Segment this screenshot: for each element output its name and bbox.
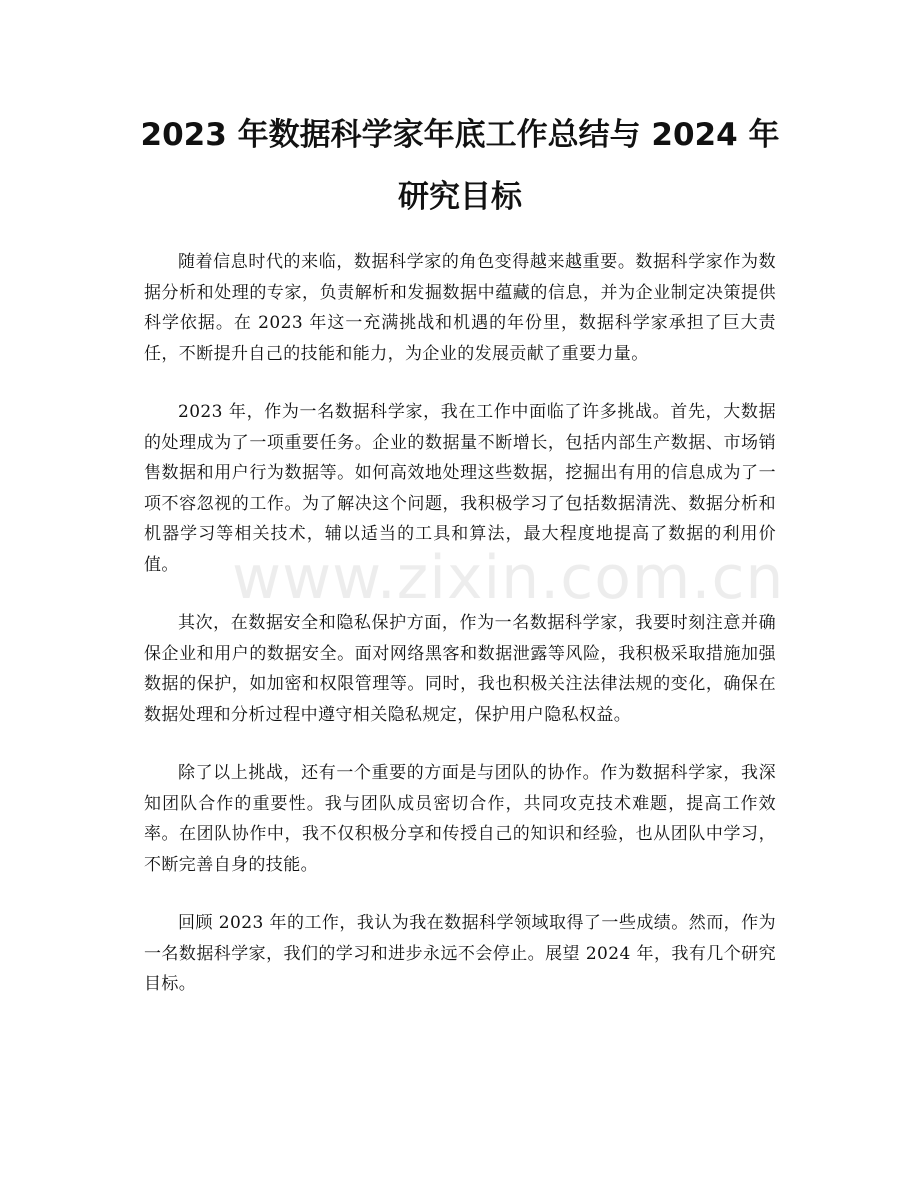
- paragraph-data-security: 其次，在数据安全和隐私保护方面，作为一名数据科学家，我要时刻注意并确保企业和用户的数据安全。面对网络黑客和数据泄露等风险，我积极采取措施加强数据的保护，如加密和权限管理等。同时，我也积极关注法律法规的变化，确保在数据处理和分析过程中遵守相关隐私规定，保护用户隐私权益。: [144, 613, 776, 725]
- watermark: www.zixin.com.cn: [232, 543, 785, 613]
- paragraph-intro: 随着信息时代的来临，数据科学家的角色变得越来越重要。数据科学家作为数据分析和处理的专家，负责解析和发掘数据中蕴藏的信息，并为企业制定决策提供科学依据。在 2023 年这一充满挑战和机遇的年份里，数据科学家承担了巨大责任，不断提升自己的技能和能力，为企业的发展贡献了重要力量。: [144, 252, 776, 364]
- paragraph-review: 回顾 2023 年的工作，我认为我在数据科学领域取得了一些成绩。然而，作为一名数据科学家，我们的学习和进步永远不会停止。展望 2024 年，我有几个研究目标。: [144, 913, 776, 994]
- document-title: [120, 104, 800, 228]
- title-line-2: 研究目标: [398, 179, 522, 215]
- paragraph-big-data: 2023 年，作为一名数据科学家，我在工作中面临了许多挑战。首先，大数据的处理成为了一项重要任务。企业的数据量不断增长，包括内部生产数据、市场销售数据和用户行为数据等。如何高效地处理这些数据，挖掘出有用的信息成为了一项不容忽视的工作。为了解决这个问题，我积极学习了包括数据清洗、数据分析和机器学习等相关技术，辅以适当的工具和算法，最大程度地提高了数据的利用价值。: [144, 402, 776, 575]
- title-line-1: 2023 年数据科学家年底工作总结与 2024 年: [140, 117, 780, 153]
- document-body: [144, 247, 776, 1028]
- paragraph-teamwork: 除了以上挑战，还有一个重要的方面是与团队的协作。作为数据科学家，我深知团队合作的重要性。我与团队成员密切合作，共同攻克技术难题，提高工作效率。在团队协作中，我不仅积极分享和传授自己的知识和经验，也从团队中学习，不断完善自身的技能。: [144, 763, 776, 875]
